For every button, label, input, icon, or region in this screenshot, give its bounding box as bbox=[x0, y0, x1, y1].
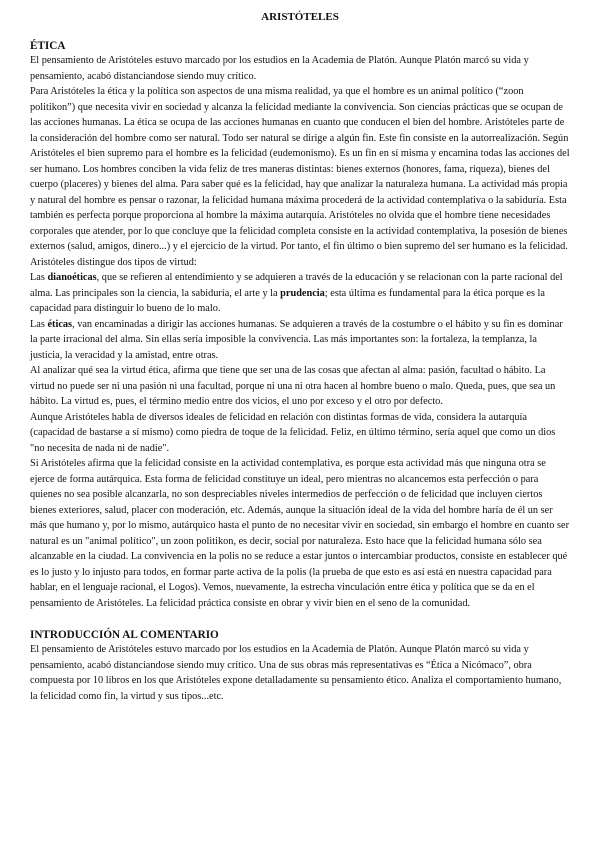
paragraph-etica-6: Aunque Aristóteles habla de diversos ideales de felicidad en relación con distintas formas de vida, considera la autarquía (capacidad de bastarse a sí mismo) como piedra de toque de la felicidad. Feliz, en último término, sería aquel que como un dios "no necesita de nada ni de nadie". bbox=[30, 411, 556, 454]
paragraph-eticas bbox=[30, 317, 570, 364]
text-fragment: ; esta última es fundamental para la ética porque es la capacidad para distinguir lo bueno de lo malo. bbox=[30, 287, 545, 314]
section-introduccion bbox=[30, 628, 570, 704]
text-fragment: Las bbox=[30, 318, 48, 330]
term-eticas: éticas bbox=[47, 318, 73, 330]
paragraph-dianoeticas bbox=[30, 270, 570, 317]
section-heading-introduccion: INTRODUCCIÓN AL COMENTARIO bbox=[30, 629, 219, 641]
term-prudencia: prudencia bbox=[280, 287, 325, 299]
section-etica bbox=[30, 39, 570, 611]
paragraph-etica-7: Si Aristóteles afirma que la felicidad consiste en la actividad contemplativa, es porque esta actividad más que ninguna otra se ejerce de forma autárquica. Esta forma de felicidad constituye un ideal, pero mientras no alcancemos esta perfección o para quienes no sea posible alcanzarla, no son despreciables niveles intermedios de perfección o de felicidad que incluyen ciertos bienes exteriores, salud, placer con moderación, etc. Además, aunque la situación ideal de la vida del hombre haría de él un ser más que humano y, por lo mismo, autárquico hasta el punto de no necesitar vivir en sociedad, sin embargo el hombre en cuanto ser natural es un "animal político", un zoon politikon, es decir, social por naturaleza. Esto hace que la felicidad humana sólo sea alcanzable en la ciudad. La convivencia en la polis no se reduce a estar juntos o intercambiar productos, consiste en establecer qué es lo justo y lo injusto para todos, en formar parte activa de la polis (la prueba de que esto es así está en nuestra capacidad para hablar, en el lenguaje racional, el Logos). Vemos, nuevamente, la estrecha vinculación entre ética y política que se da en el pensamiento de Aristóteles. La felicidad práctica consiste en obrar y vivir bien en el seno de la comunidad. bbox=[30, 458, 570, 609]
paragraph-etica-1: El pensamiento de Aristóteles estuvo marcado por los estudios en la Academia de Platón. Aunque Platón marcó su vida y pensamiento, acabó distanciandose siendo muy crítico. bbox=[30, 55, 529, 82]
text-fragment: , que se refieren al entendimiento y se adquieren a través de la educación y se relacionan con la parte racional del alma. Las principales son la ciencia, la sabiduría, el arte y la bbox=[30, 272, 563, 299]
document-title: ARISTÓTELES bbox=[261, 11, 339, 23]
paragraph-intro-1: El pensamiento de Aristóteles estuvo marcado por los estudios en la Academia de Platón. Aunque Platón marcó su vida y pensamiento, acabó distanciandose siendo muy crítico. Una de sus obras más representativas es “Ética a Nicómaco”, obra compuesta por 10 libros en los que Aristóteles expone detalladamente su pensamiento ético. Analiza el comportamiento humano, la felicidad como fin, la virtud y sus tipos...etc. bbox=[30, 644, 562, 702]
text-fragment: , van encaminadas a dirigir las acciones humanas. Se adquieren a través de la costumbre o el hábito y su fin es dominar la parte irracional del alma. Sin ellas sería imposible la convivencia. Las más importantes son: la fortaleza, la templanza, la justicia, la veracidad y la amistad, entre otras. bbox=[30, 318, 563, 361]
paragraph-etica-5: Al analizar qué sea la virtud ética, afirma que tiene que ser una de las cosas que afectan al alma: pasión, facultad o hábito. La virtud no puede ser ni una pasión ni una facultad, porque ni una ni otra hacen al hombre bueno o malo. Queda, pues, que sea un hábito. La virtud es, pues, el término medio entre dos vicios, el uno por exceso y el otro por defecto. bbox=[30, 365, 556, 407]
section-heading-etica: ÉTICA bbox=[30, 40, 66, 52]
term-dianoeticas: dianoéticas bbox=[47, 272, 97, 283]
paragraph-etica-2: Para Aristóteles la ética y la política son aspectos de una misma realidad, ya que el hombre es un animal político (“zoon politikon”) que necesita vivir en sociedad y alcanza la felicidad mediante la convivencia. Son ciencias prácticas que se ocupan de las acciones humanas. La ética se ocupa de las acciones humanas en cuanto que conducen el bien del hombre. Aristóteles parte de la consideración del hombre como ser natural. Todo ser natural se dirige a algún fin. Este fin consiste en la autorrealización. Según Aristóteles el bien supremo para el hombre es la felicidad (eudemonismo). Es un fin en sí misma y encamina todas las acciones del ser humano. Los hombres conciben la vida feliz de tres maneras distintas: bienes externos (honores, fama, riqueza), bienes del cuerpo (placeres) y bienes del alma. Para saber qué es la felicidad, hay que analizar la naturaleza humana. La actividad más propia y natural del hombre es pensar o razonar, la felicidad humana máxima procederá de la actividad contemplativa o la sabiduría. Esta también es perfecta porque proporciona al hombre la máxima autarquía. Aristóteles no olvida que el hombre tiene necesidades corporales que atender, por lo que concluye que la felicidad completa consiste en la actividad contemplativa, la posesión de bienes externos (salud, amigos, dinero...) y el ejercicio de la virtud. Por tanto, el fin último o bien supremo del ser humano es la felicidad. Aristóteles distingue dos tipos de virtud: bbox=[30, 86, 570, 268]
text-fragment: Las bbox=[30, 272, 48, 283]
